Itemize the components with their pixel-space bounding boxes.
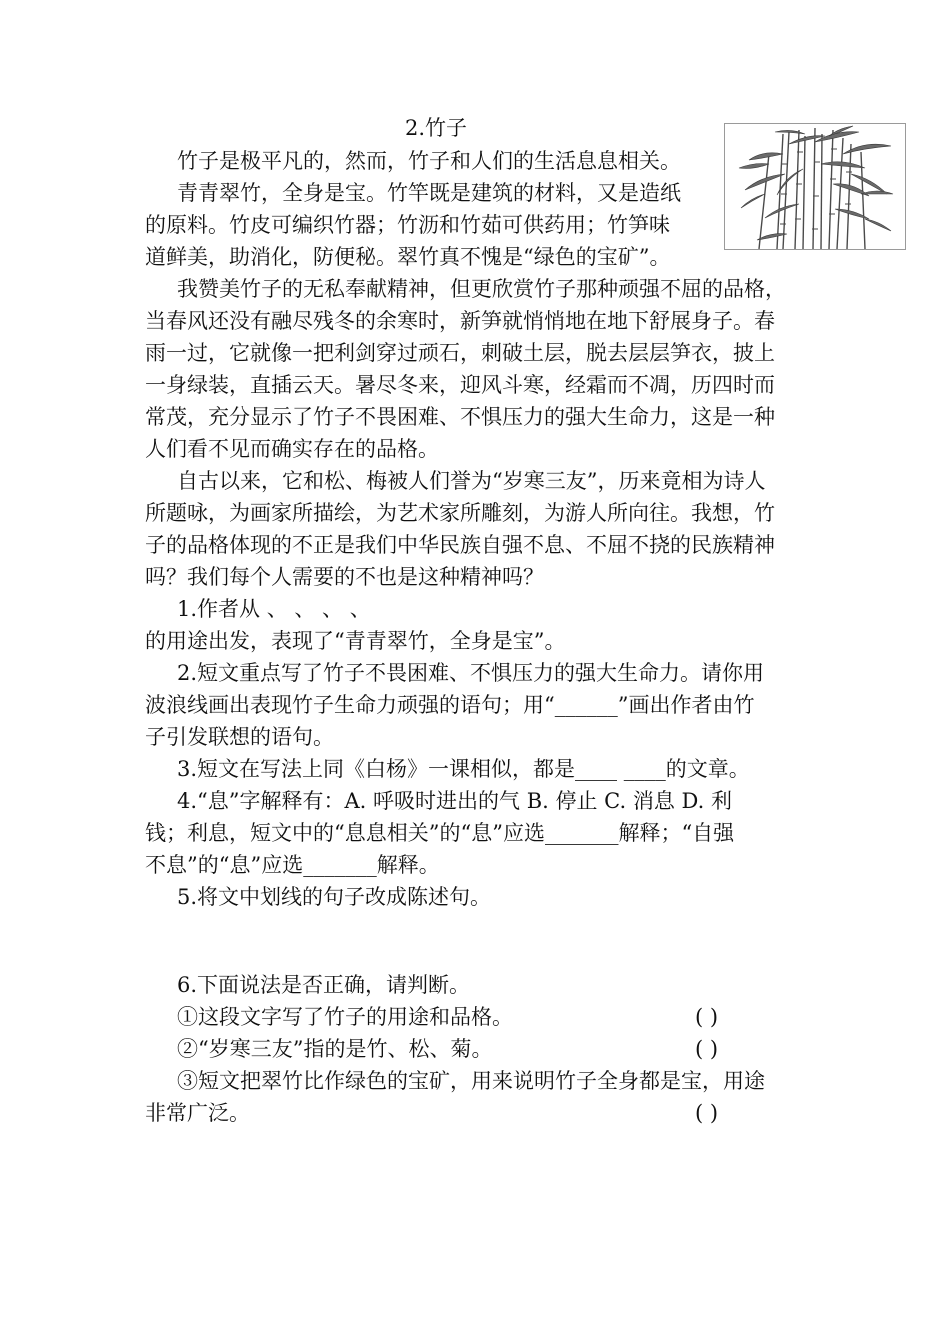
judgement-1-answer-box[interactable]: ( ): [695, 1005, 719, 1029]
judgement-1-text: ①这段文字写了竹子的用途和品格。: [177, 1005, 513, 1029]
paragraph-3-line-5: 常茂，充分显示了竹子不畏困难、不惧压力的强大生命力，这是一种: [145, 405, 775, 429]
question-5-line: 5.将文中划线的句子改成陈述句。: [177, 885, 492, 909]
question-1-line-2: 的用途出发，表现了“青青翠竹，全身是宝”。: [145, 629, 566, 653]
paragraph-4-line-3: 子的品格体现的不正是我们中华民族自强不息、不屈不挠的民族精神: [145, 533, 775, 557]
paragraph-2-line-3: 道鲜美，助消化，防便秘。翠竹真不愧是“绿色的宝矿”。: [145, 245, 671, 269]
paragraph-3-line-1: 我赞美竹子的无私奉献精神，但更欣赏竹子那种顽强不屈的品格，: [177, 277, 786, 301]
paragraph-2-line-1: 青青翠竹，全身是宝。竹竿既是建筑的材料，又是造纸: [177, 181, 681, 205]
question-2-line-1: 2.短文重点写了竹子不畏困难、不惧压力的强大生命力。请你用: [177, 661, 765, 685]
judgement-3-text-line-1: ③短文把翠竹比作绿色的宝矿，用来说明竹子全身都是宝，用途: [177, 1069, 765, 1093]
paragraph-4-line-2: 所题咏，为画家所描绘，为艺术家所雕刻，为游人所向往。我想，竹: [145, 501, 775, 525]
bamboo-illustration: [724, 123, 906, 250]
bamboo-drawing: [725, 124, 905, 249]
question-4-line-2: 钱；利息，短文中的“息息相关”的“息”应选_______解释；“自强: [145, 821, 735, 845]
question-6-line: 6.下面说法是否正确，请判断。: [177, 973, 471, 997]
paragraph-2-line-2: 的原料。竹皮可编织竹器；竹沥和竹茹可供药用；竹笋味: [145, 213, 670, 237]
judgement-3-answer-box[interactable]: ( ): [695, 1101, 719, 1125]
question-3-line: 3.短文在写法上同《白杨》一课相似，都是____ ____的文章。: [177, 757, 750, 781]
paragraph-3-line-3: 雨一过，它就像一把利剑穿过顽石，刺破土层，脱去层层笋衣，披上: [145, 341, 775, 365]
question-4-line-3: 不息”的“息”应选_______解释。: [145, 853, 440, 877]
paragraph-1-line: 竹子是极平凡的，然而，竹子和人们的生活息息相关。: [177, 149, 681, 173]
question-2-line-3: 子引发联想的语句。: [145, 725, 334, 749]
paragraph-4-line-1: 自古以来，它和松、梅被人们誉为“岁寒三友”，历来竟相为诗人: [177, 469, 766, 493]
question-2-line-2: 波浪线画出表现竹子生命力顽强的语句；用“______”画出作者由竹: [145, 693, 755, 717]
paragraph-3-line-6: 人们看不见而确实存在的品格。: [145, 437, 439, 461]
passage-title: 2.竹子: [405, 116, 468, 140]
paragraph-4-line-4: 吗？我们每个人需要的不也是这种精神吗？: [145, 565, 544, 589]
judgement-2-answer-box[interactable]: ( ): [695, 1037, 719, 1061]
question-4-line-1: 4.“息”字解释有：A. 呼吸时进出的气 B. 停止 C. 消息 D. 利: [177, 789, 732, 813]
paragraph-3-line-2: 当春风还没有融尽残冬的余寒时，新笋就悄悄地在地下舒展身子。春: [145, 309, 775, 333]
question-1-line-1: 1.作者从 、 、 、 、: [177, 597, 371, 621]
judgement-2-text: ②“岁寒三友”指的是竹、松、菊。: [177, 1037, 493, 1061]
judgement-3-text-line-2: 非常广泛。: [145, 1101, 250, 1125]
paragraph-3-line-4: 一身绿装，直插云天。暑尽冬来，迎风斗寒，经霜而不凋，历四时而: [145, 373, 775, 397]
